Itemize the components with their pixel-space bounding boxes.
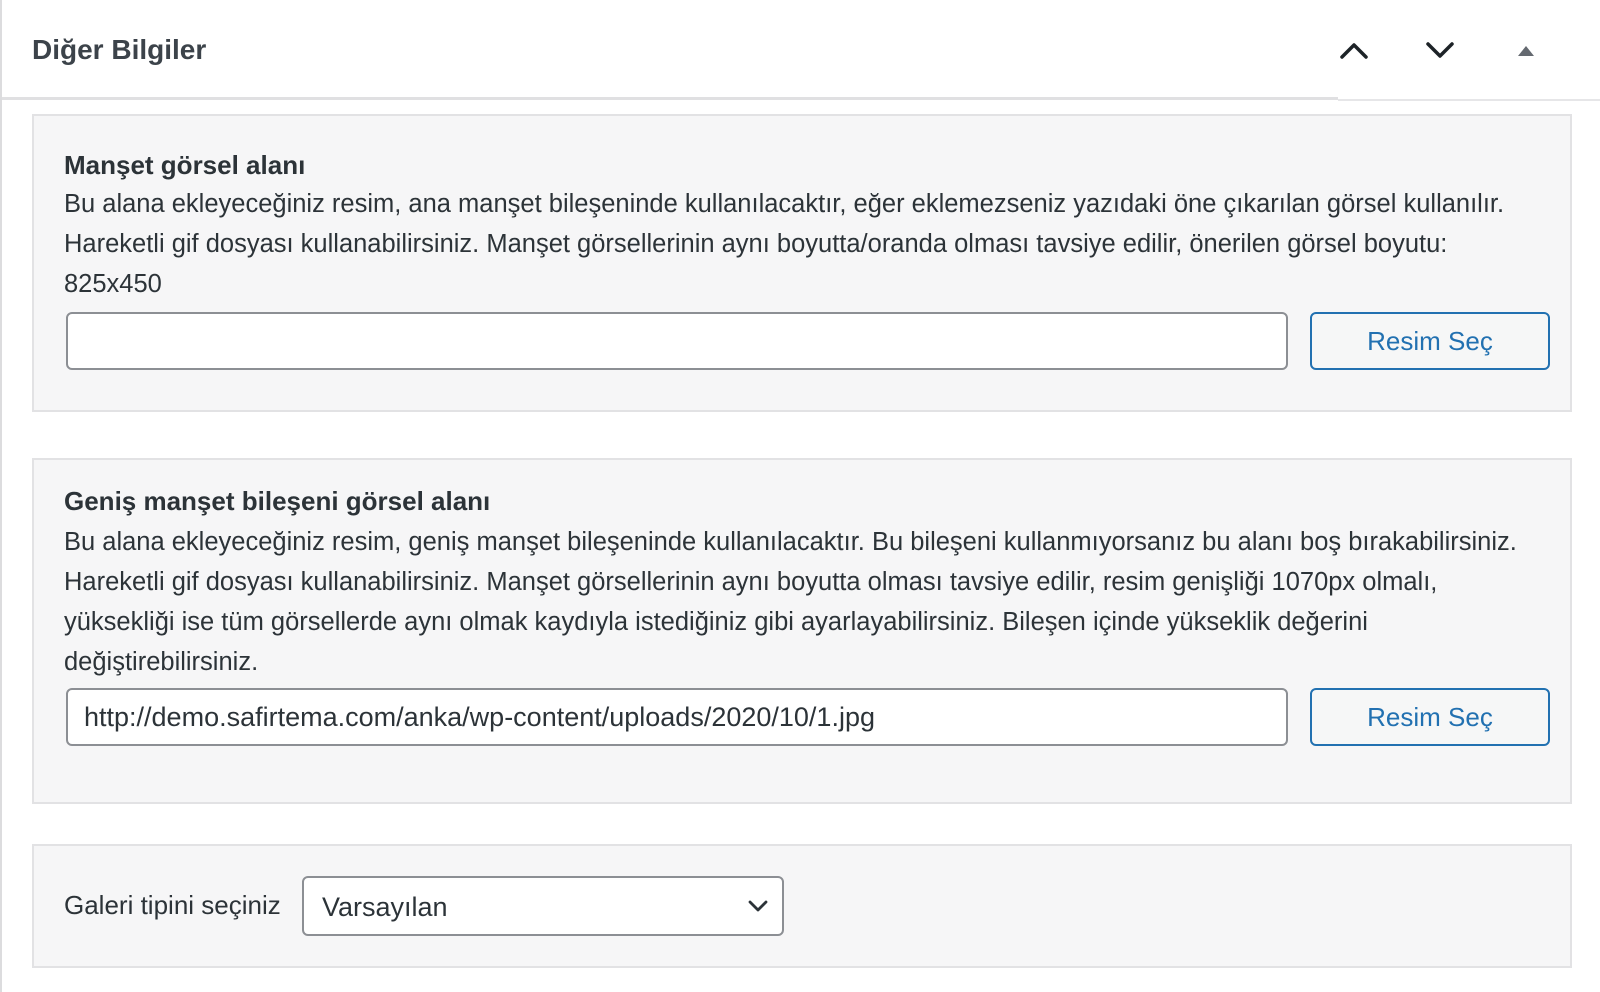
move-up-button[interactable] [1326,22,1382,78]
manset-image-url-input[interactable] [66,312,1288,370]
gallery-type-selected-value: Varsayılan [322,892,448,922]
metabox-header [2,0,1600,100]
field-label-manset: Manşet görsel alanı [64,150,306,180]
chevron-down-icon [1425,40,1455,60]
select-image-button-genis-manset[interactable]: Resim Seç [1310,688,1550,746]
metabox-title: Diğer Bilgiler [32,34,207,65]
gallery-type-panel [32,844,1572,968]
field-panel-manset [32,114,1572,412]
chevron-up-icon [1339,40,1369,60]
gallery-type-label: Galeri tipini seçiniz [64,890,281,920]
header-divider [2,97,1338,100]
field-description-genis-manset: Bu alana ekleyeceğiniz resim, geniş manşet bileşeninde kullanılacaktır. Bu bileşeni kullanmıyorsanız bu alanı boş bırakabilirsiniz. Hareketli gif dosyası kullanabilirsiniz. Manşet görsellerinin aynı boyutta olması tavsiye edilir, resim genişliği 1070px olmalı, yüksekliği ise tüm görsellerde aynı olmak kaydıyla istediğiniz gibi ayarlayabilirsiniz. Bileşen içinde yükseklik değerini değiştirebilirsiniz. [64,528,1517,676]
genis-manset-image-url-input[interactable] [66,688,1288,746]
select-image-button-manset[interactable]: Resim Seç [1310,312,1550,370]
move-down-button[interactable] [1412,22,1468,78]
triangle-up-icon [1516,43,1536,57]
field-label-genis-manset: Geniş manşet bileşeni görsel alanı [64,486,491,516]
field-description-manset: Bu alana ekleyeceğiniz resim, ana manşet bileşeninde kullanılacaktır, eğer eklemezseniz yazıdaki öne çıkarılan görsel kullanılır. Hareketli gif dosyası kullanabilirsiniz. Manşet görsellerinin aynı boyutta/oranda olması tavsiye edilir, önerilen görsel boyutu: 825x450 [64,190,1505,298]
field-panel-genis-manset [32,458,1572,804]
chevron-down-icon [746,894,770,918]
header-divider-right [1338,99,1600,101]
gallery-type-select[interactable] [302,876,784,936]
toggle-panel-button[interactable] [1498,22,1554,78]
